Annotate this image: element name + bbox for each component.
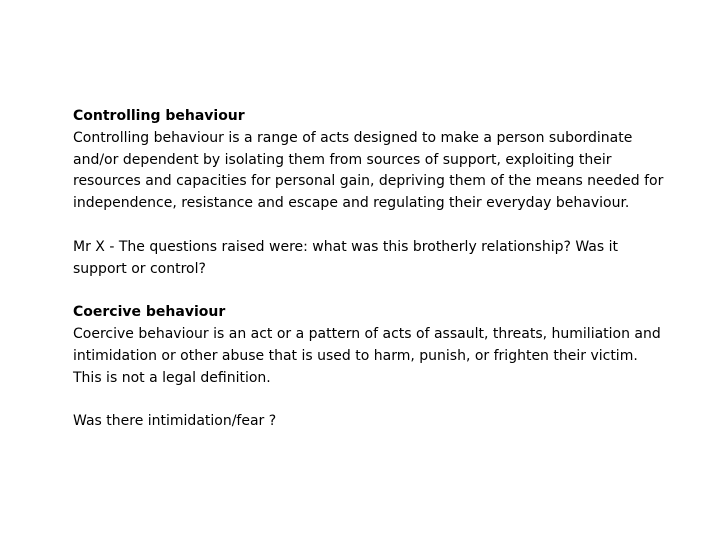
paragraph-spacer <box>73 280 673 302</box>
coercive-behaviour-heading: Coercive behaviour <box>73 304 226 321</box>
legal-definition-note: This is not a legal definition. <box>73 369 271 386</box>
paragraph-spacer <box>73 215 673 237</box>
intimidation-question: Was there intimidation/fear ? <box>73 413 277 430</box>
controlling-behaviour-definition: Controlling behaviour is a range of acts designed to make a person subordinate and/or dependent by isolating them from sources of support, exploiting their resources and capacities for personal gain, depriving them of the means needed for independence, resistance and escape and regulating their everyday behaviour. <box>73 129 664 212</box>
paragraph-spacer <box>73 389 673 411</box>
mr-x-question: Mr X - The questions raised were: what was this brotherly relationship? Was it support or control? <box>73 238 618 277</box>
controlling-behaviour-heading: Controlling behaviour <box>73 108 245 124</box>
coercive-behaviour-definition: Coercive behaviour is an act or a pattern of acts of assault, threats, humiliation and intimidation or other abuse that is used to harm, punish, or frighten their victim. <box>73 325 661 364</box>
slide-text-block <box>73 106 673 433</box>
